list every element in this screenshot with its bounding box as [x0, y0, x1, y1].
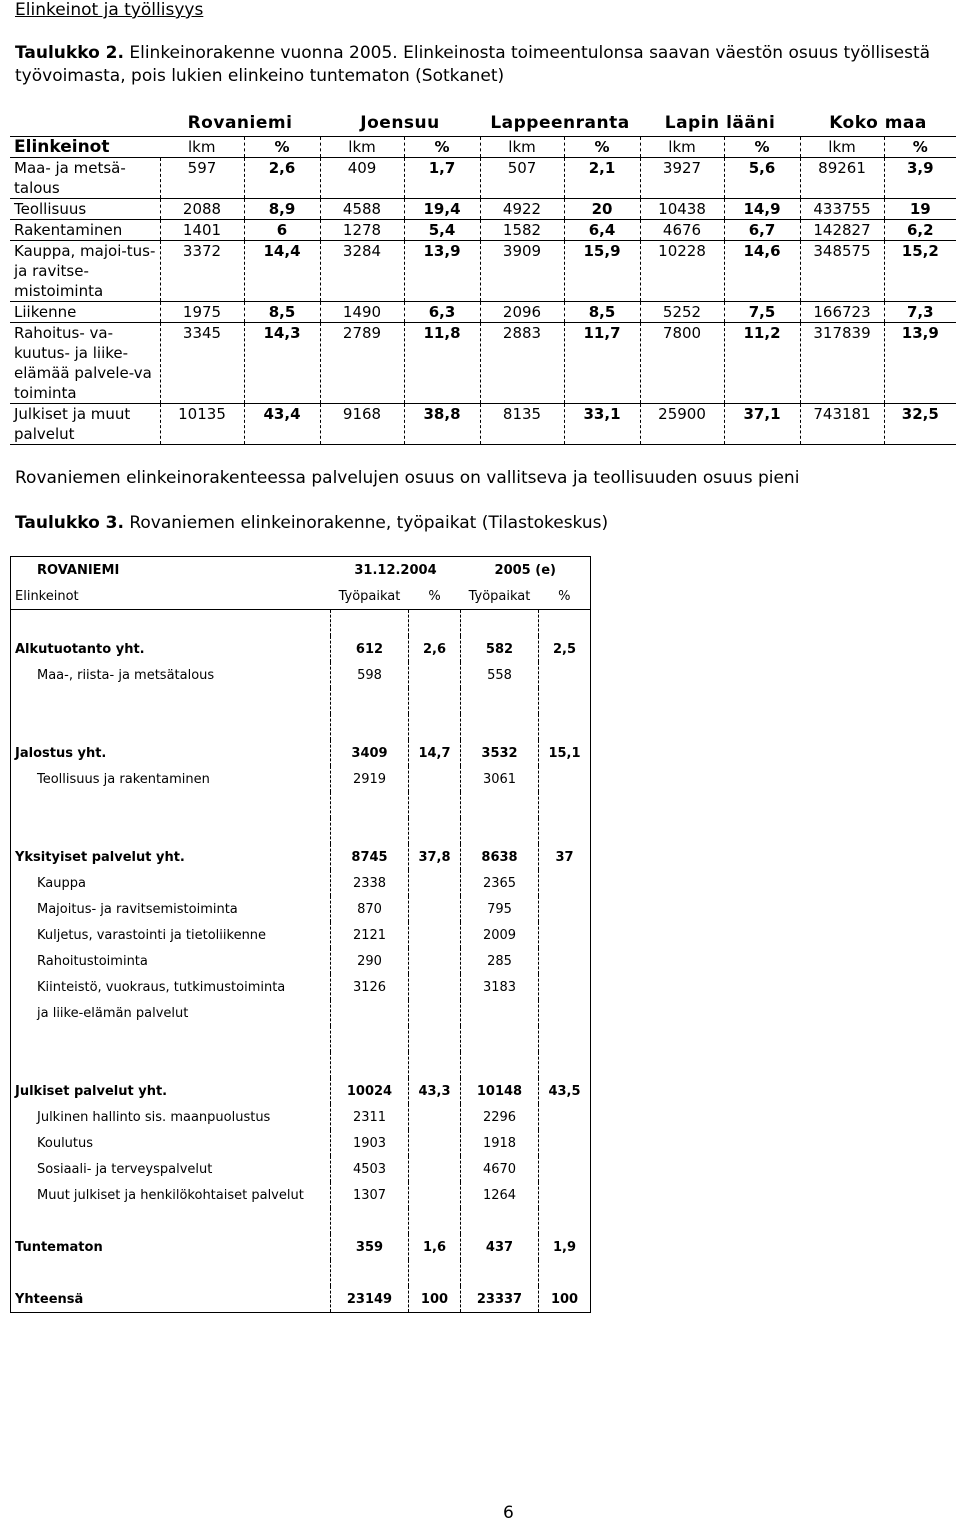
count-cell: 409: [320, 158, 404, 199]
row-label: Teollisuus: [10, 199, 160, 220]
group-title: Tuntematon: [15, 1239, 103, 1255]
pct-cell: 6: [244, 220, 320, 241]
count-cell: 10024: [331, 1078, 409, 1104]
table-row: [10, 302, 956, 323]
item-label: Rahoitustoiminta: [37, 953, 148, 969]
count-cell: 3284: [320, 241, 404, 302]
pct-cell: 2,6: [409, 636, 461, 662]
count-cell: 2296: [461, 1104, 539, 1130]
table-row: [11, 870, 591, 896]
page-number: 6: [503, 1503, 514, 1523]
count-cell: 8638: [461, 844, 539, 870]
pct-cell: 5,6: [724, 158, 800, 199]
lkm-header: lkm: [480, 137, 564, 158]
pct-cell: 19,4: [404, 199, 480, 220]
count-cell: 10148: [461, 1078, 539, 1104]
spacer-row: [11, 1026, 591, 1052]
pct-cell: 2,6: [244, 158, 320, 199]
count-cell: 8135: [480, 404, 564, 445]
table3-date-row: [11, 557, 591, 584]
count-cell: 142827: [800, 220, 884, 241]
count-cell: 4670: [461, 1156, 539, 1182]
pct-cell: 8,5: [244, 302, 320, 323]
pct-cell: 43,5: [539, 1078, 591, 1104]
count-cell: 3372: [160, 241, 244, 302]
date-2005: 2005 (e): [494, 562, 556, 578]
pct-cell: 38,8: [404, 404, 480, 445]
pct-cell: 6,7: [724, 220, 800, 241]
count-cell: 1264: [461, 1182, 539, 1208]
pct-cell: 6,2: [884, 220, 956, 241]
pct-cell: 43,4: [244, 404, 320, 445]
count-cell: 10135: [160, 404, 244, 445]
table2-caption-label: Taulukko 2.: [15, 43, 124, 63]
pct-cell: 37,8: [409, 844, 461, 870]
pct-cell: 32,5: [884, 404, 956, 445]
count-cell: 4588: [320, 199, 404, 220]
count-cell: 2311: [331, 1104, 409, 1130]
pct-cell: 5,4: [404, 220, 480, 241]
pct-cell: 6,4: [564, 220, 640, 241]
table2-body: [10, 158, 956, 445]
table-row: [11, 766, 591, 792]
count-cell: 285: [461, 948, 539, 974]
pct-cell: 14,9: [724, 199, 800, 220]
table3-body: [11, 557, 591, 1313]
pct-cell: 13,9: [884, 323, 956, 404]
count-cell: 597: [160, 158, 244, 199]
table-row: [11, 1104, 591, 1130]
count-cell: 2338: [331, 870, 409, 896]
item-label: Teollisuus ja rakentaminen: [37, 771, 210, 787]
count-cell: 2096: [480, 302, 564, 323]
pct-header: %: [409, 583, 461, 610]
group-sum-row: [11, 740, 591, 766]
pct-cell: 19: [884, 199, 956, 220]
row-label: Rahoitus- va-kuutus- ja liike-elämää palvele-va toiminta: [10, 323, 160, 404]
table-row: [10, 241, 956, 302]
pct-cell: 14,6: [724, 241, 800, 302]
count-cell: 89261: [800, 158, 884, 199]
table2-caption-text: Elinkeinorakenne vuonna 2005. Elinkeinosta toimeentulonsa saavan väestön osuus työllisestä työvoimasta, pois lukien elinkeino tuntematon (Sotkanet): [15, 43, 931, 86]
item-label: Koulutus: [37, 1135, 94, 1151]
group-title: Jalostus yht.: [15, 745, 107, 761]
count-cell: 2365: [461, 870, 539, 896]
lkm-header: lkm: [160, 137, 244, 158]
table3-header-row: [11, 583, 591, 610]
item-label: ja liike-elämän palvelut: [37, 1005, 189, 1021]
count-cell: 1918: [461, 1130, 539, 1156]
table-row: [11, 974, 591, 1000]
count-cell: 290: [331, 948, 409, 974]
pct-cell: 8,9: [244, 199, 320, 220]
pct-header: %: [884, 137, 956, 158]
table-row: [10, 404, 956, 445]
count-cell: 2789: [320, 323, 404, 404]
table-row: [11, 1130, 591, 1156]
spacer-row: [11, 792, 591, 818]
table3: [10, 556, 591, 1313]
count-cell: 4922: [480, 199, 564, 220]
table-row: [11, 1156, 591, 1182]
group-sum-row: [11, 1078, 591, 1104]
count-cell: 558: [461, 662, 539, 688]
table3-caption-text: Rovaniemen elinkeinorakenne, työpaikat (Tilastokeskus): [123, 513, 609, 533]
row-label: Maa- ja metsä-talous: [10, 158, 160, 199]
group-title: Julkiset palvelut yht.: [15, 1083, 168, 1099]
pct-cell: 1,9: [539, 1234, 591, 1260]
pct-cell: 11,2: [724, 323, 800, 404]
count-cell: 9168: [320, 404, 404, 445]
count-cell: 795: [461, 896, 539, 922]
lkm-header: lkm: [640, 137, 724, 158]
count-cell: 3345: [160, 323, 244, 404]
region-header: Rovaniemi: [187, 113, 293, 133]
count-cell: 612: [331, 636, 409, 662]
table3-col-label: Elinkeinot: [11, 583, 331, 610]
group-sum-row: [11, 844, 591, 870]
count-cell: 1975: [160, 302, 244, 323]
count-cell: 507: [480, 158, 564, 199]
count-cell: 1903: [331, 1130, 409, 1156]
table-row: [11, 662, 591, 688]
count-cell: 4503: [331, 1156, 409, 1182]
spacer-row: [11, 610, 591, 637]
table-row: [10, 199, 956, 220]
pct-cell: 15,9: [564, 241, 640, 302]
table3-caption-label: Taulukko 3.: [15, 513, 124, 533]
tp-header: Työpaikat: [331, 583, 409, 610]
group-title: Alkutuotanto yht.: [15, 641, 145, 657]
table2-subheader-row: [10, 137, 956, 158]
pct-cell: 33,1: [564, 404, 640, 445]
row-label: Julkiset ja muut palvelut: [10, 404, 160, 445]
count-cell: 3909: [480, 241, 564, 302]
pct-header: %: [564, 137, 640, 158]
pct-cell: 2,5: [539, 636, 591, 662]
count-cell: 743181: [800, 404, 884, 445]
count-cell: 1307: [331, 1182, 409, 1208]
table-row: [10, 158, 956, 199]
pct-cell: 11,8: [404, 323, 480, 404]
spacer-row: [11, 688, 591, 714]
group-title: Yksityiset palvelut yht.: [15, 849, 185, 865]
count-cell: 2121: [331, 922, 409, 948]
pct-cell: 6,3: [404, 302, 480, 323]
region-header: Joensuu: [360, 113, 440, 133]
item-label: Kuljetus, varastointi ja tietoliikenne: [37, 927, 267, 943]
count-cell: 3409: [331, 740, 409, 766]
count-cell: 3061: [461, 766, 539, 792]
pct-cell: 11,7: [564, 323, 640, 404]
table2: [10, 110, 956, 445]
group-title: Yhteensä: [15, 1291, 84, 1307]
spacer-row: [11, 818, 591, 844]
total-row: [11, 1286, 591, 1313]
row-header: Elinkeinot: [10, 137, 160, 158]
count-cell: [331, 1000, 409, 1026]
row-label: Rakentaminen: [10, 220, 160, 241]
count-cell: 3532: [461, 740, 539, 766]
count-cell: 870: [331, 896, 409, 922]
count-cell: 2088: [160, 199, 244, 220]
pct-cell: 7,5: [724, 302, 800, 323]
pct-cell: 8,5: [564, 302, 640, 323]
count-cell: 23337: [461, 1286, 539, 1313]
item-label: Sosiaali- ja terveyspalvelut: [37, 1161, 213, 1177]
pct-cell: 37: [539, 844, 591, 870]
date-2004: 31.12.2004: [354, 562, 437, 578]
table-row: [10, 323, 956, 404]
count-cell: 1490: [320, 302, 404, 323]
group-sum-row: [11, 636, 591, 662]
pct-header: %: [724, 137, 800, 158]
pct-cell: 1,6: [409, 1234, 461, 1260]
unknown-row: [11, 1234, 591, 1260]
count-cell: 598: [331, 662, 409, 688]
count-cell: 437: [461, 1234, 539, 1260]
pct-cell: 3,9: [884, 158, 956, 199]
pct-cell: 2,1: [564, 158, 640, 199]
count-cell: 1401: [160, 220, 244, 241]
count-cell: 23149: [331, 1286, 409, 1313]
table3-caption: [15, 512, 608, 535]
count-cell: 5252: [640, 302, 724, 323]
count-cell: 166723: [800, 302, 884, 323]
item-label: Kauppa: [37, 875, 86, 891]
pct-header: %: [244, 137, 320, 158]
pct-cell: 100: [409, 1286, 461, 1313]
lkm-header: lkm: [800, 137, 884, 158]
pct-cell: 7,3: [884, 302, 956, 323]
spacer-row: [11, 714, 591, 740]
pct-cell: 14,3: [244, 323, 320, 404]
count-cell: 359: [331, 1234, 409, 1260]
table-row: [11, 1000, 591, 1026]
table2-region-row: [10, 110, 956, 137]
count-cell: 2009: [461, 922, 539, 948]
item-label: Muut julkiset ja henkilökohtaiset palvelut: [37, 1187, 304, 1203]
table-row: [11, 922, 591, 948]
count-cell: 3126: [331, 974, 409, 1000]
count-cell: 433755: [800, 199, 884, 220]
pct-cell: 14,4: [244, 241, 320, 302]
pct-cell: 1,7: [404, 158, 480, 199]
count-cell: 10228: [640, 241, 724, 302]
spacer-row: [11, 1052, 591, 1078]
count-cell: 2883: [480, 323, 564, 404]
pct-cell: 15,2: [884, 241, 956, 302]
region-header: Koko maa: [829, 113, 927, 133]
lkm-header: lkm: [320, 137, 404, 158]
table-row: [11, 948, 591, 974]
spacer-row: [11, 1260, 591, 1286]
row-label: Kauppa, majoi-tus- ja ravitse-mistoiminta: [10, 241, 160, 302]
item-label: Kiinteistö, vuokraus, tutkimustoiminta: [37, 979, 286, 995]
pct-cell: 14,7: [409, 740, 461, 766]
count-cell: 3927: [640, 158, 724, 199]
region-header: Lappeenranta: [490, 113, 630, 133]
section-header: Elinkeinot ja työllisyys: [15, 0, 204, 20]
count-cell: 1278: [320, 220, 404, 241]
pct-header: %: [539, 583, 591, 610]
item-label: Julkinen hallinto sis. maanpuolustus: [37, 1109, 271, 1125]
count-cell: 4676: [640, 220, 724, 241]
count-cell: 348575: [800, 241, 884, 302]
count-cell: 582: [461, 636, 539, 662]
count-cell: [461, 1000, 539, 1026]
pct-cell: 20: [564, 199, 640, 220]
count-cell: 25900: [640, 404, 724, 445]
body-text: Rovaniemen elinkeinorakenteessa palvelujen osuus on vallitseva ja teollisuuden osuus pieni: [15, 468, 800, 488]
count-cell: 317839: [800, 323, 884, 404]
spacer-row: [11, 1208, 591, 1234]
table-row: [11, 1182, 591, 1208]
count-cell: 7800: [640, 323, 724, 404]
table-row: [10, 220, 956, 241]
table-row: [11, 896, 591, 922]
pct-cell: 15,1: [539, 740, 591, 766]
table3-top-label: ROVANIEMI: [37, 562, 120, 578]
item-label: Maa-, riista- ja metsätalous: [37, 667, 215, 683]
tp-header: Työpaikat: [461, 583, 539, 610]
pct-cell: 100: [539, 1286, 591, 1313]
count-cell: 1582: [480, 220, 564, 241]
pct-cell: 13,9: [404, 241, 480, 302]
count-cell: 2919: [331, 766, 409, 792]
count-cell: 3183: [461, 974, 539, 1000]
item-label: Majoitus- ja ravitsemistoiminta: [37, 901, 238, 917]
pct-cell: 43,3: [409, 1078, 461, 1104]
count-cell: 10438: [640, 199, 724, 220]
region-header: Lapin lääni: [664, 113, 776, 133]
count-cell: 8745: [331, 844, 409, 870]
table2-caption: [15, 42, 950, 88]
row-label: Liikenne: [10, 302, 160, 323]
pct-header: %: [404, 137, 480, 158]
pct-cell: 37,1: [724, 404, 800, 445]
